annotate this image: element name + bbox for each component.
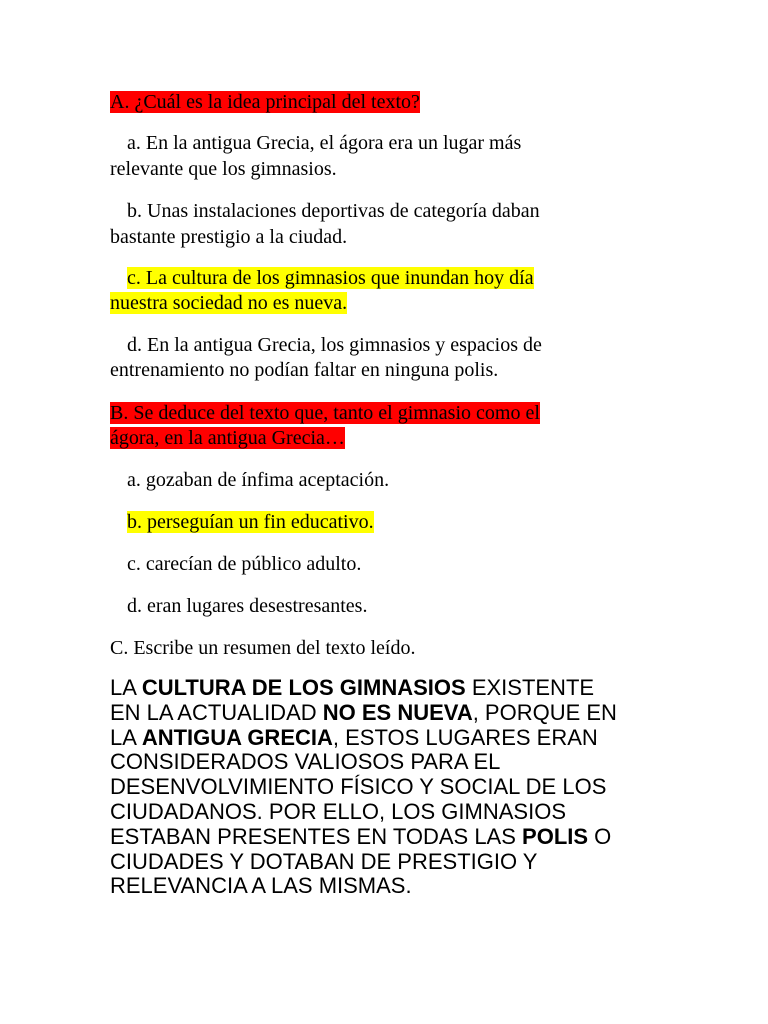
option-a-d-line-1: d. En la antigua Grecia, los gimnasios y espacios de: [127, 334, 542, 356]
option-a-c-line-1: [127, 265, 534, 291]
summary-text: EXISTENTE: [465, 675, 595, 700]
summary-line: CIUDADANOS. POR ELLO, LOS GIMNASIOS: [110, 798, 566, 824]
option-b-c: c. carecían de público adulto.: [127, 553, 362, 575]
summary-text: O: [588, 823, 612, 849]
question-b-prompt: B. Se deduce del texto que, tanto el gimnasio como el: [110, 402, 540, 424]
question-a-prompt: A. ¿Cuál es la idea principal del texto?: [110, 91, 420, 113]
summary-line: [110, 701, 670, 726]
correct-answer-highlight: nuestra sociedad no es nueva.: [110, 292, 348, 314]
question-b-prompt: ágora, en la antigua Grecia…: [110, 427, 345, 449]
question-c-prompt: C. Escribe un resumen del texto leído.: [110, 637, 416, 659]
option-a-a-line-2: relevante que los gimnasios.: [110, 158, 337, 180]
summary-line: DESENVOLVIMIENTO FÍSICO Y SOCIAL DE LOS: [110, 774, 607, 800]
option-b-b: [127, 509, 374, 535]
option-a-b-line-2: bastante prestigio a la ciudad.: [110, 226, 348, 248]
question-a: [110, 89, 420, 115]
correct-answer-highlight: b. perseguían un fin educativo.: [127, 511, 374, 533]
option-b-d: d. eran lugares desestresantes.: [127, 595, 368, 617]
summary-text: , ESTOS LUGARES ERAN: [332, 724, 598, 750]
summary-bold-text: NO ES NUEVA: [322, 699, 473, 725]
summary-line: CIUDADES Y DOTABAN DE PRESTIGIO Y: [110, 848, 538, 874]
option-a-d-line-2: entrenamiento no podían faltar en ninguna polis.: [110, 359, 499, 381]
summary-bold-text: POLIS: [522, 823, 589, 849]
option-a-a-line-1: a. En la antigua Grecia, el ágora era un lugar más: [127, 132, 522, 154]
summary-line: [110, 676, 670, 701]
summary-line: CONSIDERADOS VALIOSOS PARA EL: [110, 749, 501, 775]
summary-text: ESTABAN PRESENTES EN TODAS LAS: [110, 823, 523, 849]
question-b-line-2: [110, 425, 345, 451]
summary-answer: [110, 676, 670, 899]
question-b-line-1: [110, 400, 540, 426]
summary-bold-text: CULTURA DE LOS GIMNASIOS: [141, 675, 466, 700]
summary-text: LA: [110, 675, 142, 700]
summary-line: RELEVANCIA A LAS MISMAS.: [110, 873, 412, 899]
correct-answer-highlight: c. La cultura de los gimnasios que inundan hoy día: [127, 267, 534, 289]
summary-line: [110, 726, 670, 751]
summary-text: EN LA ACTUALIDAD: [110, 699, 323, 725]
option-a-c-line-2: [110, 290, 347, 316]
summary-text: , PORQUE EN: [472, 699, 617, 725]
summary-line: [110, 825, 670, 850]
summary-bold-text: ANTIGUA GRECIA: [141, 724, 333, 750]
summary-text: LA: [110, 724, 142, 750]
option-b-a: a. gozaban de ínfima aceptación.: [127, 469, 390, 491]
option-a-b-line-1: b. Unas instalaciones deportivas de categoría daban: [127, 200, 540, 222]
